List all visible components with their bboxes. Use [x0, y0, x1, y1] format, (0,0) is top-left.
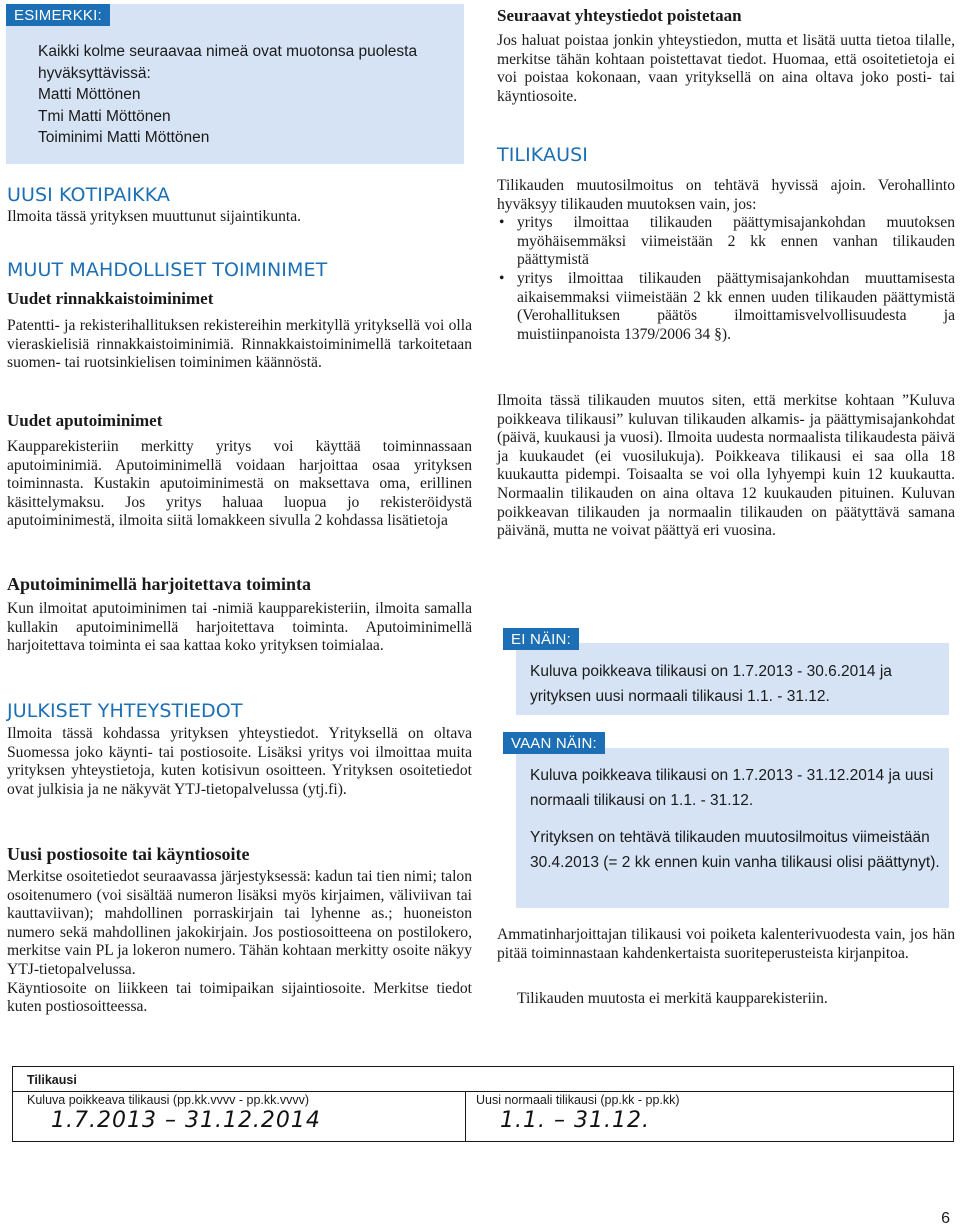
example-name: Matti Möttönen [38, 86, 141, 103]
list-item: • yritys ilmoittaa tilikauden päättymisajankohdan muuttamisesta aikaisemmaksi viimeistään 2 kk ennen uuden tilikauden päättymistä (Verohallituksen päätös ilmoittamisvelvollisuudesta ja muistiinpanoista 1379/2006 34 §). [497, 270, 955, 344]
vaan-naain-deadline-text: Yrityksen on tehtävä tilikauden muutosilmoitus viimeistään 30.4.2013 (= 2 kk ennen kuin vanha tilikausi olisi päättynyt). [530, 829, 940, 871]
example-box [6, 4, 464, 164]
ammatinharjoittaja-text: Ammatinharjoittajan tilikausi voi poiketa kalenterivuodesta vain, jos hän pitää toiminnastaan kahdenkertaista suoriteperusteista kirjanpitoa. [497, 926, 955, 962]
vaan-naain-box [516, 748, 949, 908]
uusi-tilikausi-label: Uusi normaali tilikausi (pp.kk - pp.kk) [476, 1093, 680, 1107]
kuluva-tilikausi-field[interactable] [13, 1091, 465, 1142]
poistetaan-text: Jos haluat poistaa jonkin yhteystiedon, mutta et lisätä uutta tietoa tilalle, merkitse tähän kohtaan poistettavat tiedot. Huomaa, että osoitetietoja ei voi poistaa kokonaan, vaan yrityksellä on aina oltava joko posti- tai käyntiosoite. [497, 32, 955, 105]
example-intro: Kaikki kolme seuraavaa nimeä ovat muotonsa puolesta hyväksyttävissä: [38, 43, 418, 82]
aputoiminimet-text: Kaupparekisteriin merkitty yritys voi käyttää toiminnassaan aputoiminimiä. Aputoiminimellä voidaan harjoittaa osaa yrityksen toiminnasta. Kustakin aputoiminimestä on maksettava oma, erillinen käsittelymaksu. Jos yritys haluaa luopua jo rekisteröidystä aputoiminimestä, ilmoita siitä lomakkeen sivulla 2 kohdassa lisätietoja [7, 438, 472, 530]
kayntiosoite-paragraph: Käyntiosoite on liikkeen tai toimipaikan sijaintiosoite. Merkitse tiedot kuten postiosoitteessa. [7, 979, 472, 1016]
kuluva-tilikausi-label: Kuluva poikkeava tilikausi (pp.kk.vvvv - pp.kk.vvvv) [27, 1093, 310, 1107]
vaan-naain-tag: VAAN NÄIN: [503, 732, 605, 754]
kotipaikka-heading: UUSI KOTIPAIKKA [7, 184, 171, 206]
poistetaan-heading: Seuraavat yhteystiedot poistetaan [497, 6, 742, 25]
tilikausi-heading: TILIKAUSI [497, 144, 588, 166]
tilikausi-intro: Tilikauden muutosilmoitus on tehtävä hyvissä ajoin. Verohallinto hyväksyy tilikauden muutoksen vain, jos: [497, 177, 955, 213]
yhteystiedot-heading: JULKISET YHTEYSTIEDOT [7, 700, 243, 722]
example-name: Toiminimi Matti Möttönen [38, 129, 210, 146]
example-name: Tmi Matti Möttönen [38, 107, 171, 125]
list-item: • yritys ilmoittaa tilikauden päättymisajankohdan muutoksen myöhäisemmäksi viimeistään 2 kk ennen vanhan tilikauden päättymistä [497, 214, 955, 270]
vaan-naain-text: Kuluva poikkeava tilikausi on 1.7.2013 - 31.12.2014 ja uusi normaali tilikausi on 1.1. - 31.12. [530, 767, 934, 809]
example-text [38, 41, 458, 149]
ei-naain-tag: EI NÄIN: [503, 628, 579, 650]
tilikausi-form [12, 1066, 954, 1142]
uusi-tilikausi-value: 1.1. – 31.12. [500, 1108, 650, 1133]
rinnakkaistoiminimet-text: Patentti- ja rekisterihallituksen rekistereihin merkityllä yrityksellä voi olla vieraskielisiä rinnakkaistoiminimiä. Rinnakkaistoiminimellä tarkoitetaan suomen- tai ruotsinkielisen toiminimen käännöstä. [7, 317, 472, 372]
tilikausi-bullet-list [497, 214, 955, 344]
kuluva-tilikausi-value: 1.7.2013 – 31.12.2014 [51, 1108, 321, 1133]
aputoiminimi-toiminta-text: Kun ilmoitat aputoiminimen tai -nimiä kaupparekisteriin, ilmoita samalla kullakin aputoiminimellä harjoitettava toiminta. Aputoiminimellä harjoitettava toiminta ei saa kattaa koko yrityksen toimialaa. [7, 600, 472, 655]
aputoiminimet-subheading: Uudet aputoiminimet [7, 411, 163, 430]
rinnakkaistoiminimet-subheading: Uudet rinnakkaistoiminimet [7, 289, 214, 308]
kotipaikka-text: Ilmoita tässä yrityksen muuttunut sijaintikunta. [7, 208, 302, 225]
postiosoite-subheading: Uusi postiosoite tai käyntiosoite [7, 844, 250, 864]
kaupparekisteri-note: Tilikauden muutosta ei merkitä kaupparekisteriin. [517, 990, 828, 1007]
page-number: 6 [941, 1210, 950, 1227]
form-title: Tilikausi [27, 1073, 77, 1087]
aputoiminimi-toiminta-subheading: Aputoiminimellä harjoitettava toiminta [7, 574, 311, 594]
toiminimet-heading: MUUT MAHDOLLISET TOIMINIMET [7, 259, 328, 281]
uusi-tilikausi-field[interactable] [465, 1091, 954, 1142]
example-tag: ESIMERKKI: [6, 4, 110, 26]
postiosoite-text [7, 868, 472, 1017]
tilikausi-intro-block [497, 177, 955, 344]
tilikausi-instructions: Ilmoita tässä tilikauden muutos siten, että merkitse kohtaan ”Kuluva poikkeava tilikausi” kuluvan tilikauden alkamis- ja päättymisajankohdat (päivä, kuukausi ja vuosi). Ilmoita uudesta normaalista tilikaudesta päivä ja kuukaudet (ei vuosilukuja). Poikkeava tilikausi ei saa olla 18 kuukautta pidempi. Toisaalta se voi olla lyhyempi kuin 12 kuukautta. Normaalin tilikauden on aina oltava 12 kuukauden pituinen. Kuluvan poikkeavan tilikauden ja normaalin tilikauden on päätyttävä samana päivänä, mutta ne voivat päättyä eri vuosina. [497, 392, 955, 540]
ei-naain-text: Kuluva poikkeava tilikausi on 1.7.2013 - 30.6.2014 ja yrityksen uusi normaali tilikausi 1.1. - 31.12. [530, 663, 892, 705]
yhteystiedot-text: Ilmoita tässä kohdassa yrityksen yhteystiedot. Yrityksellä on oltava Suomessa joko käynti- tai postiosoite. Lisäksi yritys voi ilmoittaa muita yrityksen yhteystietoja, kuten kotisivun osoitteen. Yrityksen osoitetiedot ovat julkisia ja ne näkyvät YTJ-tietopalvelussa (ytj.fi). [7, 725, 472, 798]
ei-naain-box [516, 643, 949, 715]
postiosoite-paragraph: Merkitse osoitetiedot seuraavassa järjestyksessä: kadun tai tien nimi; talon osoitenumero (voi sisältää numeron lisäksi myös kirjaimen, väliviivan tai kauttaviivan); mahdollinen porraskirjain tai lyhenne as.; huoneiston numero sekä mahdollinen jakokirjain. Jos postiosoitteena on postilokero, merkitse vain PL ja lokeron numero. Tähän kohtaan merkitty osoite näkyy YTJ-tietopalvelussa. [7, 868, 472, 978]
